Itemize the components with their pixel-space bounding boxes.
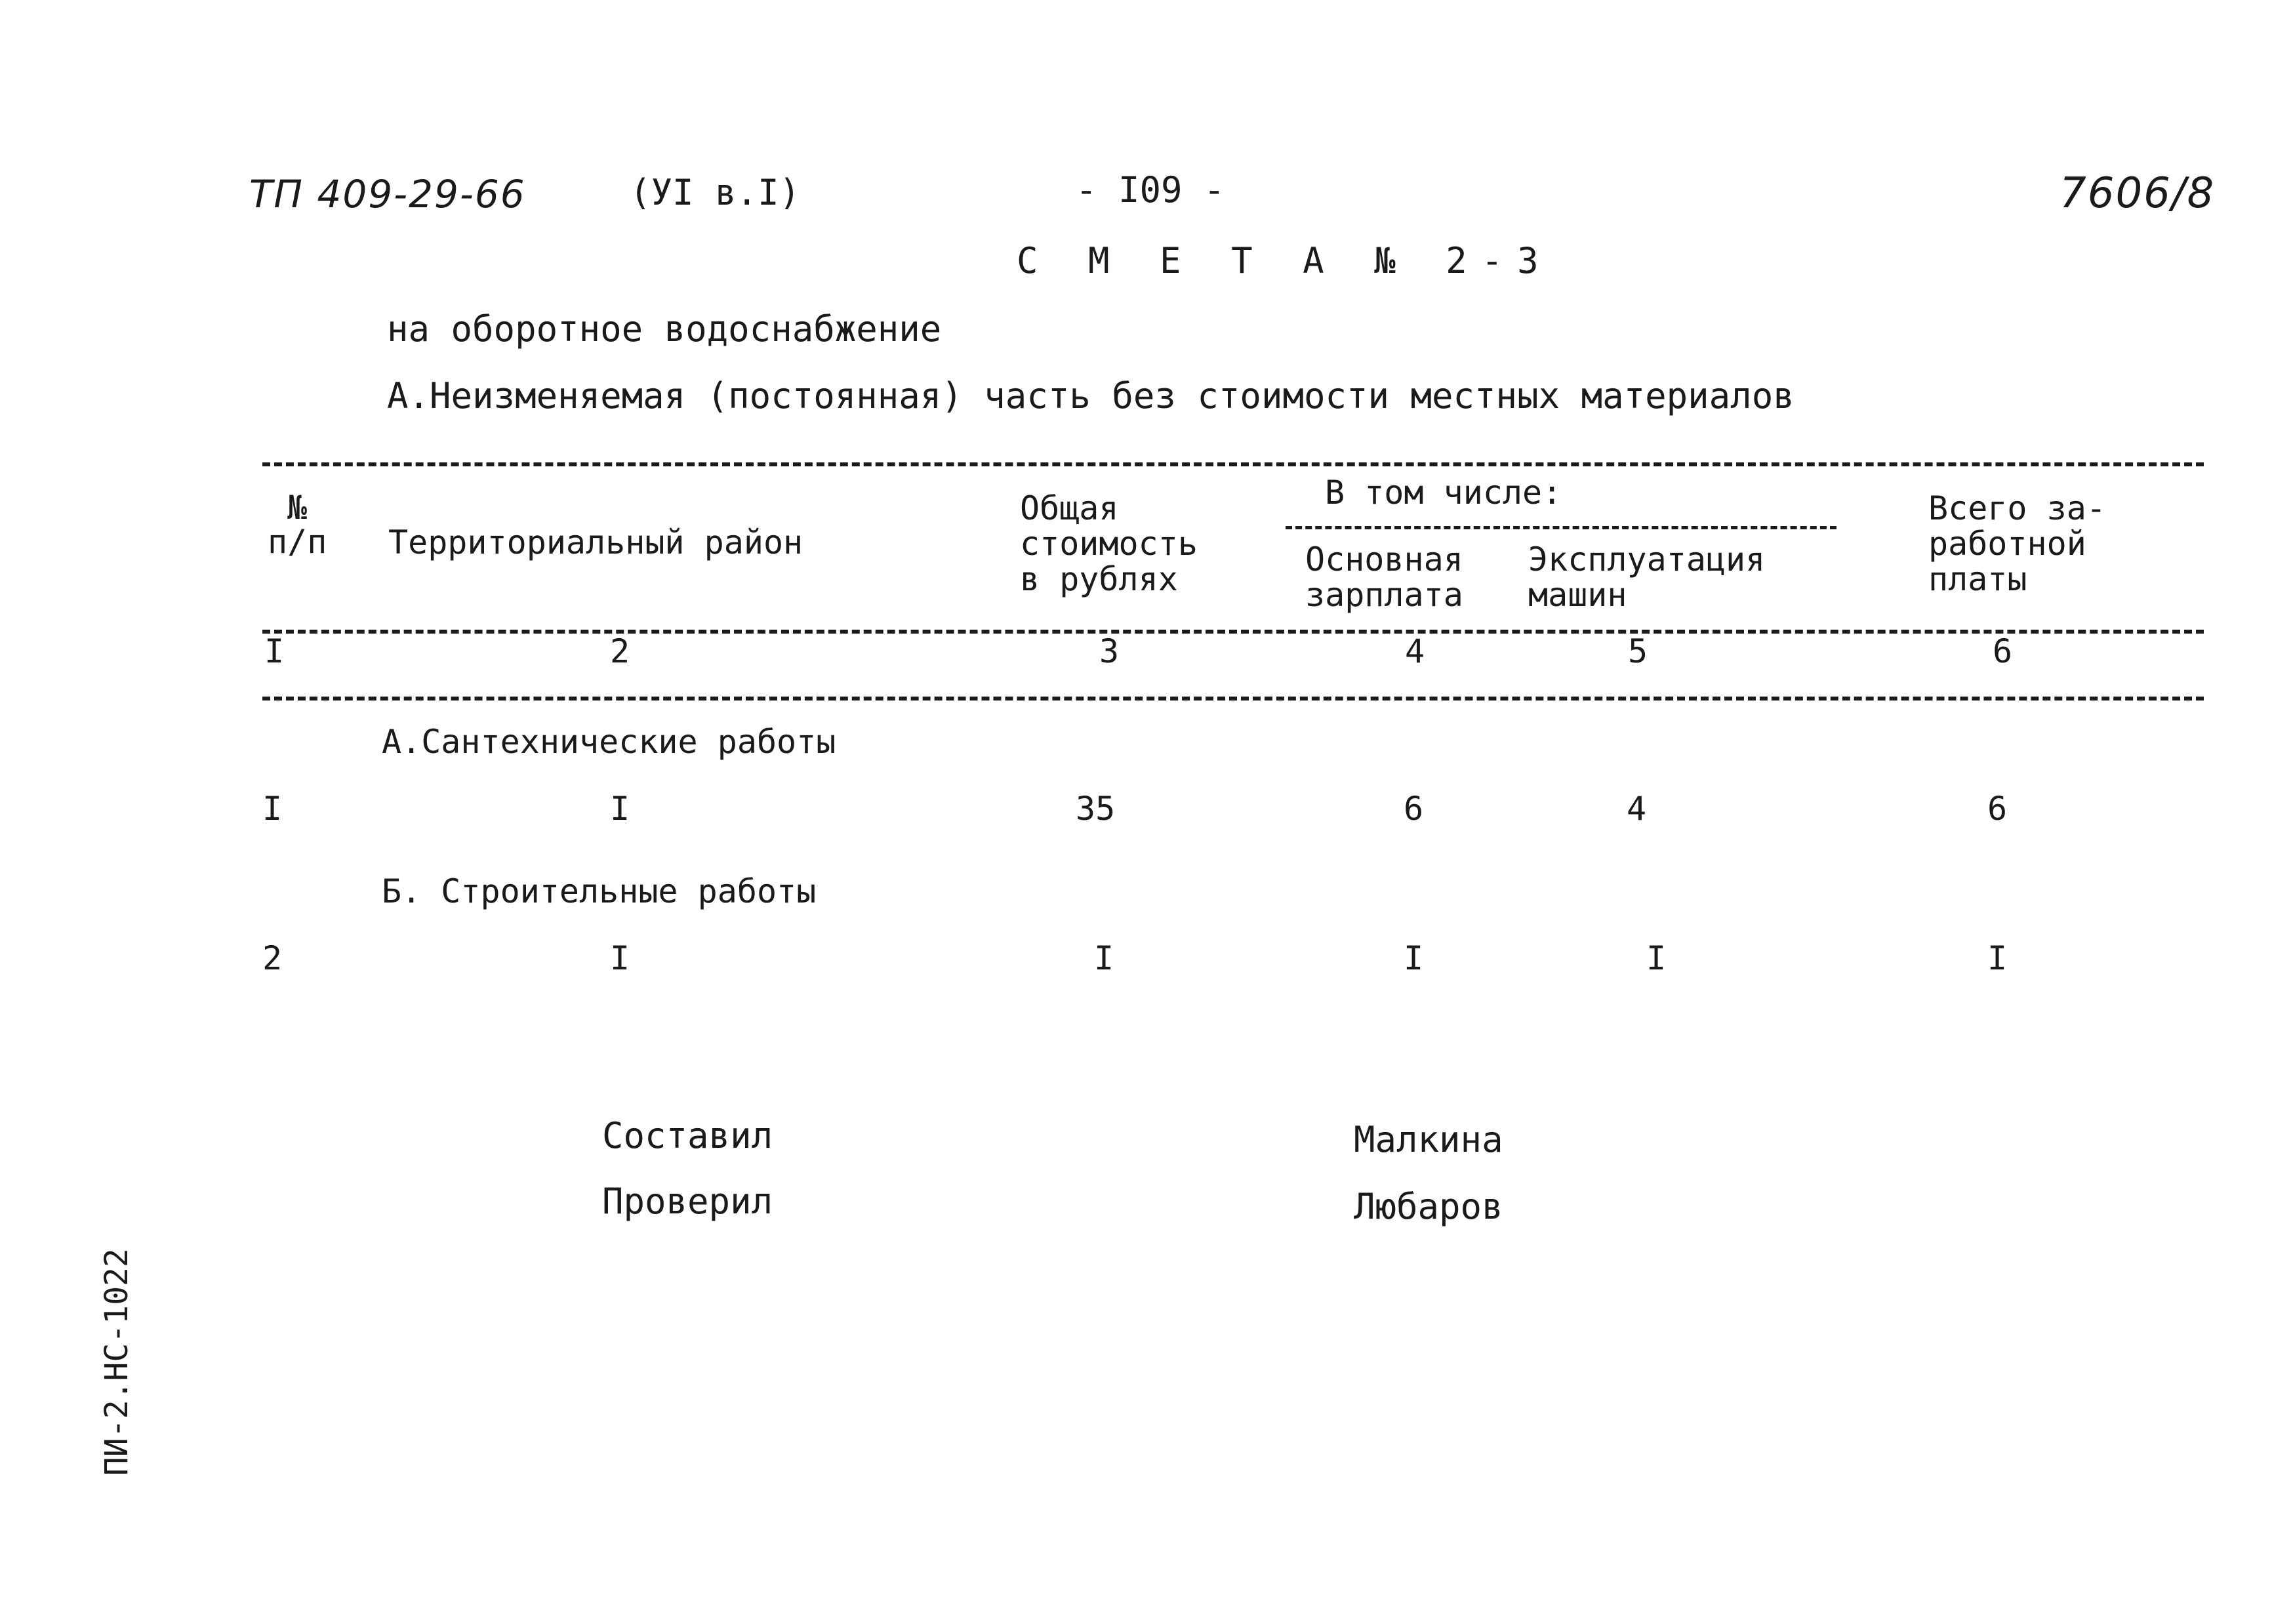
row-1-machine-operation: 4 [1627, 790, 1647, 828]
row-2-region: I [610, 939, 630, 977]
header-base-salary: Основная зарплата [1305, 540, 1463, 614]
row-1-num: I [262, 790, 283, 828]
header-bottom-rule [262, 630, 2204, 634]
row-2-base-salary: I [1404, 939, 1424, 977]
doc-code: ТП 409-29-66 [249, 172, 526, 216]
header-num: № п/п [268, 489, 327, 561]
column-number-4: 4 [1405, 632, 1425, 670]
column-number-1: I [264, 632, 285, 670]
document-title: С М Е Т А № 2-3 [1017, 240, 1553, 281]
row-2-total-wages: I [1987, 939, 2008, 977]
row-1-total-wages: 6 [1987, 790, 2008, 828]
document-subtitle: на оборотное водоснабжение [387, 308, 942, 350]
section-heading: А.Неизменяемая (постоянная) часть без стоимости местных материалов [387, 375, 1795, 416]
checked-name: Любаров [1354, 1186, 1503, 1227]
group-title-plumbing: А.Сантехнические работы [382, 723, 836, 761]
column-numbers-rule [262, 697, 2204, 700]
row-1-region: I [610, 790, 630, 828]
row-2-total-cost: I [1094, 939, 1114, 977]
column-number-3: 3 [1099, 632, 1120, 670]
column-number-6: 6 [1993, 632, 2013, 670]
header-machine-operation: Эксплуатация машин [1528, 540, 1766, 614]
row-1-base-salary: 6 [1404, 790, 1424, 828]
volume-label: (УI в.I) [630, 172, 801, 213]
header-region: Территориальный район [388, 523, 803, 561]
margin-code: ПИ-2.НС-1022 [98, 1248, 135, 1476]
header-total-wages: Всего за- работной платы [1928, 489, 2106, 598]
row-2-machine-operation: I [1646, 939, 1667, 977]
table-top-rule [262, 462, 2204, 466]
group-title-construction: Б. Строительные работы [382, 872, 817, 910]
page-number: - I09 - [1076, 169, 1225, 211]
row-2-num: 2 [262, 939, 283, 977]
header-including-rule [1286, 526, 1836, 529]
row-1-total-cost: 35 [1076, 790, 1116, 828]
compiled-label: Составил [602, 1115, 773, 1156]
header-including: В том числе: [1325, 474, 1562, 512]
column-number-5: 5 [1628, 632, 1648, 670]
compiled-name: Малкина [1354, 1119, 1503, 1160]
header-total-cost: Общая стоимость в рублях [1020, 489, 1198, 598]
checked-label: Проверил [602, 1181, 773, 1222]
column-number-2: 2 [610, 632, 630, 670]
archive-number: 7606/8 [2060, 169, 2216, 218]
